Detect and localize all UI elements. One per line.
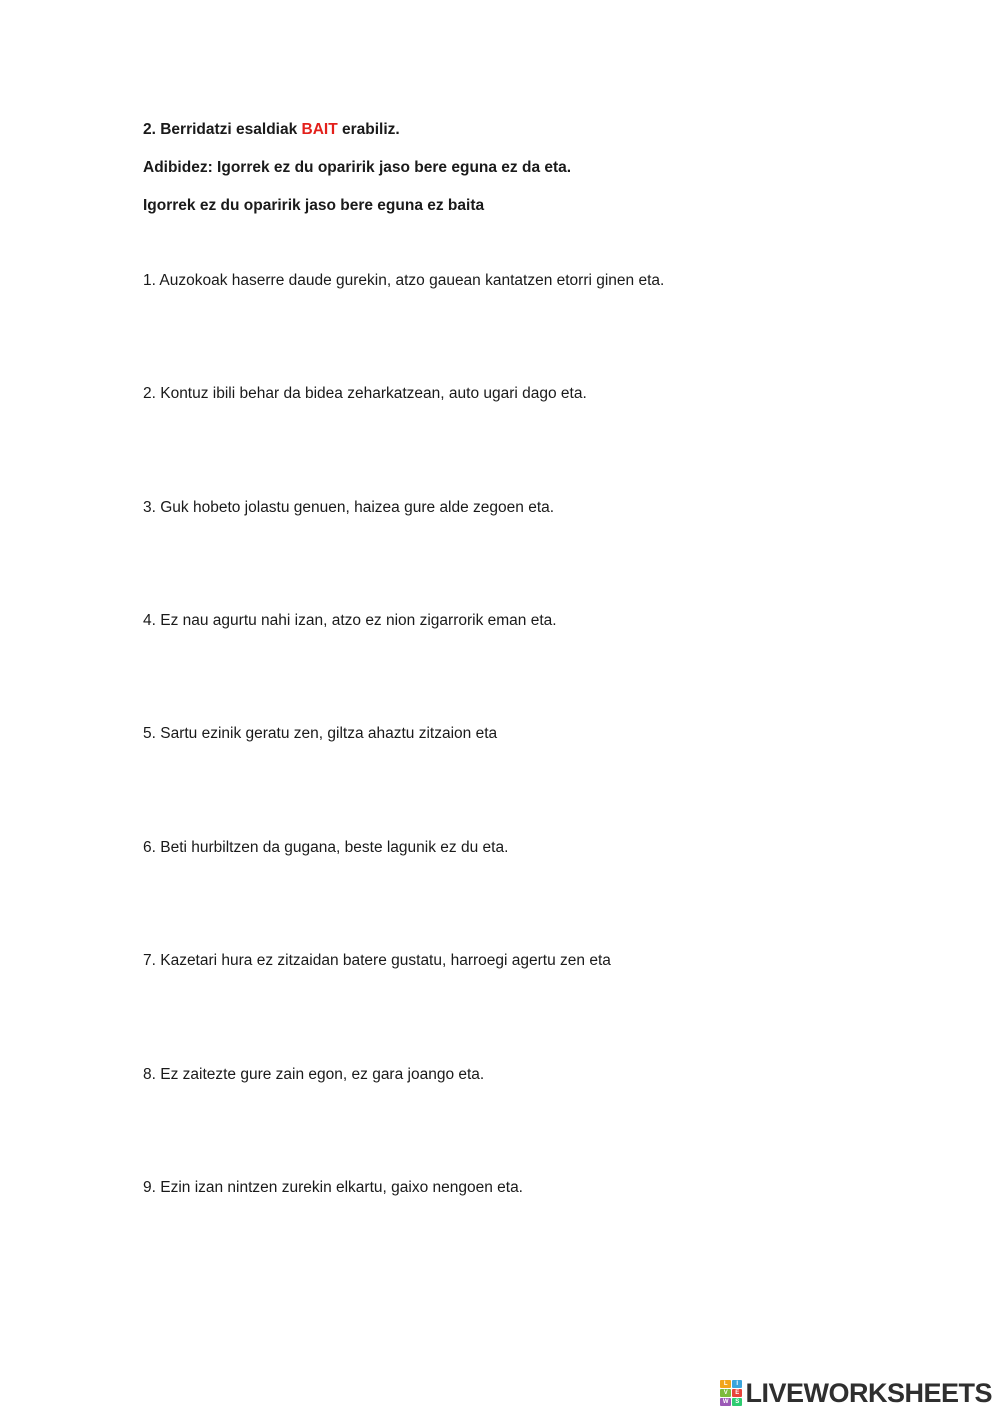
logo-mark-letter: L bbox=[720, 1380, 731, 1388]
liveworksheets-logo bbox=[720, 1377, 992, 1409]
sentence-3: 3. Guk hobeto jolastu genuen, haizea gure alde zegoen eta. bbox=[143, 499, 555, 516]
exercise-title-suffix: erabiliz. bbox=[337, 121, 400, 138]
sentence-9: 9. Ezin izan nintzen zurekin elkartu, gaixo nengoen eta. bbox=[143, 1179, 523, 1196]
logo-mark-letter: S bbox=[732, 1398, 743, 1406]
exercise-title bbox=[143, 120, 400, 140]
sentence-8: 8. Ez zaitezte gure zain egon, ez gara joango eta. bbox=[143, 1066, 485, 1083]
logo-mark-letter: I bbox=[732, 1380, 743, 1388]
sentence-6: 6. Beti hurbiltzen da gugana, beste lagunik ez du eta. bbox=[143, 839, 509, 856]
sentence-1: 1. Auzokoak haserre daude gurekin, atzo gauean kantatzen etorri ginen eta. bbox=[143, 272, 665, 289]
sentence-7: 7. Kazetari hura ez zitzaidan batere gustatu, harroegi agertu zen eta bbox=[143, 952, 611, 969]
liveworksheets-logo-text: LIVEWORKSHEETS bbox=[745, 1377, 992, 1408]
logo-mark-letter: E bbox=[732, 1389, 743, 1397]
logo-mark-letter: V bbox=[720, 1389, 731, 1397]
example-answer: Igorrek ez du oparirik jaso bere eguna ez baita bbox=[143, 197, 485, 214]
example-line: Adibidez: Igorrek ez du oparirik jaso bere eguna ez da eta. bbox=[143, 159, 572, 176]
sentence-5: 5. Sartu ezinik geratu zen, giltza ahaztu zitzaion eta bbox=[143, 725, 498, 742]
sentence-2: 2. Kontuz ibili behar da bidea zeharkatzean, auto ugari dago eta. bbox=[143, 385, 587, 402]
sentence-4: 4. Ez nau agurtu nahi izan, atzo ez nion zigarrorik eman eta. bbox=[143, 612, 557, 629]
exercise-title-prefix: 2. Berridatzi esaldiak bbox=[143, 121, 302, 138]
liveworksheets-logo-icon bbox=[720, 1380, 742, 1406]
logo-mark-letter: W bbox=[720, 1398, 731, 1406]
exercise-title-keyword: BAIT bbox=[301, 121, 338, 138]
